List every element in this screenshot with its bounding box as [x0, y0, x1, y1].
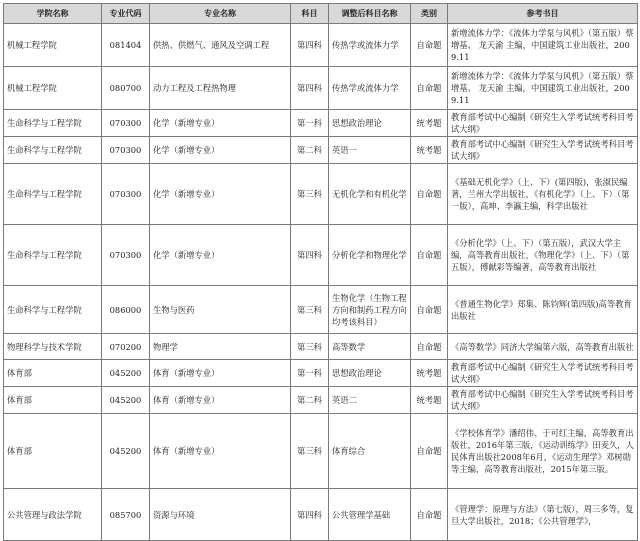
cell-adjusted-subject: 高等数学: [329, 334, 411, 360]
cell-reference-books: 教育部考试中心编制《研究生入学考试统考科目考试大纲》: [448, 387, 638, 414]
header-college: 学院名称: [4, 4, 102, 24]
cell-type: 自命题: [411, 334, 448, 360]
cell-adjusted-subject: 英语一: [329, 137, 411, 164]
cell-reference-books: 《高等数学》同济大学编第六版，高等教育出版社: [448, 334, 638, 360]
cell-college: 生命科学与工程学院: [4, 137, 102, 164]
cell-reference-books: 新增流体力学：《流体力学泵与风机》（第五版）蔡增基、 龙天渝 主编，中国建筑工业出版社，2009.11: [448, 24, 638, 67]
cell-major: 供热、供燃气、通风及空调工程: [150, 24, 291, 67]
cell-reference-books: 教育部考试中心编制《研究生入学考试统考科目考试大纲》: [448, 137, 638, 164]
cell-major: 化学（新增专业）: [150, 110, 291, 137]
header-reference-books: 参考书目: [448, 4, 638, 24]
table-row: [4, 360, 638, 387]
cell-code: 070300: [102, 164, 150, 225]
table-row: [4, 110, 638, 137]
cell-code: 085700: [102, 489, 150, 541]
header-code: 专业代码: [102, 4, 150, 24]
cell-reference-books: 《学校体育学》潘绍伟、于可红主编，高等教育出版社，2016年第三版，《运动训练学》田麦久，人民体育出版社2008年6月，《运动生理学》邓树勋等主编，高等教育出版社，2015年第三版。: [448, 414, 638, 489]
cell-subject: 第三科: [291, 334, 329, 360]
table-row: [4, 489, 638, 541]
cell-college: 体育部: [4, 414, 102, 489]
cell-reference-books: 《普通生物化学》郑集、陈钧辉(第四版)高等教育出版社: [448, 286, 638, 334]
cell-major: 体育（新增专业）: [150, 387, 291, 414]
cell-subject: 第一科: [291, 360, 329, 387]
cell-code: 080700: [102, 67, 150, 110]
cell-type: 自命题: [411, 164, 448, 225]
cell-subject: 第二科: [291, 387, 329, 414]
cell-college: 生命科学与工程学院: [4, 164, 102, 225]
cell-college: 物理科学与技术学院: [4, 334, 102, 360]
table-row: [4, 164, 638, 225]
cell-reference-books: 《基础无机化学》（上、下）(第四版)，张淑民编著，兰州大学出版社，《有机化学》（上、下）（第一版），高坤、李瀛主编，科学出版社: [448, 164, 638, 225]
cell-code: 070200: [102, 334, 150, 360]
cell-code: 081404: [102, 24, 150, 67]
course-table-wrapper: [3, 3, 637, 541]
cell-type: 统考题: [411, 110, 448, 137]
table-row: [4, 286, 638, 334]
header-subject: 科目: [291, 4, 329, 24]
cell-subject: 第四科: [291, 225, 329, 286]
cell-college: 机械工程学院: [4, 67, 102, 110]
cell-major: 资源与环境: [150, 489, 291, 541]
table-header-row: [4, 4, 638, 24]
cell-adjusted-subject: 体育综合: [329, 414, 411, 489]
cell-type: 自命题: [411, 24, 448, 67]
cell-code: 045200: [102, 387, 150, 414]
table-row: [4, 67, 638, 110]
cell-major: 化学（新增专业）: [150, 164, 291, 225]
cell-college: 生命科学与工程学院: [4, 225, 102, 286]
table-row: [4, 24, 638, 67]
cell-adjusted-subject: 思想政治理论: [329, 360, 411, 387]
cell-college: 机械工程学院: [4, 24, 102, 67]
cell-type: 统考题: [411, 387, 448, 414]
cell-adjusted-subject: 传热学或流体力学: [329, 24, 411, 67]
cell-college: 体育部: [4, 387, 102, 414]
cell-code: 070300: [102, 225, 150, 286]
cell-adjusted-subject: 分析化学和物理化学: [329, 225, 411, 286]
cell-major: 体育（新增专业）: [150, 414, 291, 489]
course-table: [3, 3, 638, 541]
cell-subject: 第三科: [291, 286, 329, 334]
table-row: [4, 137, 638, 164]
cell-code: 070300: [102, 110, 150, 137]
cell-adjusted-subject: 传热学或流体力学: [329, 67, 411, 110]
cell-code: 086000: [102, 286, 150, 334]
cell-type: 统考题: [411, 137, 448, 164]
cell-adjusted-subject: 思想政治理论: [329, 110, 411, 137]
header-type: 类别: [411, 4, 448, 24]
cell-major: 动力工程及工程热物理: [150, 67, 291, 110]
table-body: [4, 24, 638, 541]
cell-code: 045200: [102, 414, 150, 489]
cell-reference-books: 教育部考试中心编制《研究生入学考试统考科目考试大纲》: [448, 360, 638, 387]
cell-subject: 第三科: [291, 164, 329, 225]
table-row: [4, 225, 638, 286]
cell-adjusted-subject: 无机化学和有机化学: [329, 164, 411, 225]
cell-type: 自命题: [411, 489, 448, 541]
cell-type: 自命题: [411, 67, 448, 110]
cell-subject: 第四科: [291, 24, 329, 67]
cell-type: 自命题: [411, 225, 448, 286]
cell-adjusted-subject: 公共管理学基础: [329, 489, 411, 541]
cell-college: 生命科学与工程学院: [4, 286, 102, 334]
cell-reference-books: 《管理学：原理与方法》（第七版），周三多等，复旦大学出版社，2018；《公共管理学》，: [448, 489, 638, 541]
table-row: [4, 387, 638, 414]
cell-type: 自命题: [411, 414, 448, 489]
cell-subject: 第四科: [291, 489, 329, 541]
cell-reference-books: 《分析化学》（上、下）（第五版），武汉大学主编，高等教育出版社，《物理化学》（上、下）（第五版），傅献彩等编著，高等教育出版社: [448, 225, 638, 286]
table-row: [4, 414, 638, 489]
cell-major: 化学（新增专业）: [150, 225, 291, 286]
cell-major: 物理学: [150, 334, 291, 360]
header-major: 专业名称: [150, 4, 291, 24]
cell-type: 统考题: [411, 360, 448, 387]
table-row: [4, 334, 638, 360]
cell-major: 生物与医药: [150, 286, 291, 334]
cell-type: 自命题: [411, 286, 448, 334]
cell-reference-books: 教育部考试中心编制《研究生入学考试统考科目考试大纲》: [448, 110, 638, 137]
cell-college: 公共管理与政法学院: [4, 489, 102, 541]
cell-subject: 第一科: [291, 110, 329, 137]
cell-reference-books: 新增流体力学：《流体力学泵与风机》（第五版）蔡增基、 龙天渝 主编，中国建筑工业出版社，2009.11: [448, 67, 638, 110]
cell-major: 体育（新增专业）: [150, 360, 291, 387]
cell-code: 045200: [102, 360, 150, 387]
header-adjusted-subject: 调整后科目名称: [329, 4, 411, 24]
cell-code: 070300: [102, 137, 150, 164]
cell-subject: 第四科: [291, 67, 329, 110]
cell-adjusted-subject: 生物化学（生物工程方向和制药工程方向均考该科目）: [329, 286, 411, 334]
cell-subject: 第二科: [291, 137, 329, 164]
cell-college: 体育部: [4, 360, 102, 387]
cell-college: 生命科学与工程学院: [4, 110, 102, 137]
cell-major: 化学（新增专业）: [150, 137, 291, 164]
cell-subject: 第三科: [291, 414, 329, 489]
cell-adjusted-subject: 英语二: [329, 387, 411, 414]
